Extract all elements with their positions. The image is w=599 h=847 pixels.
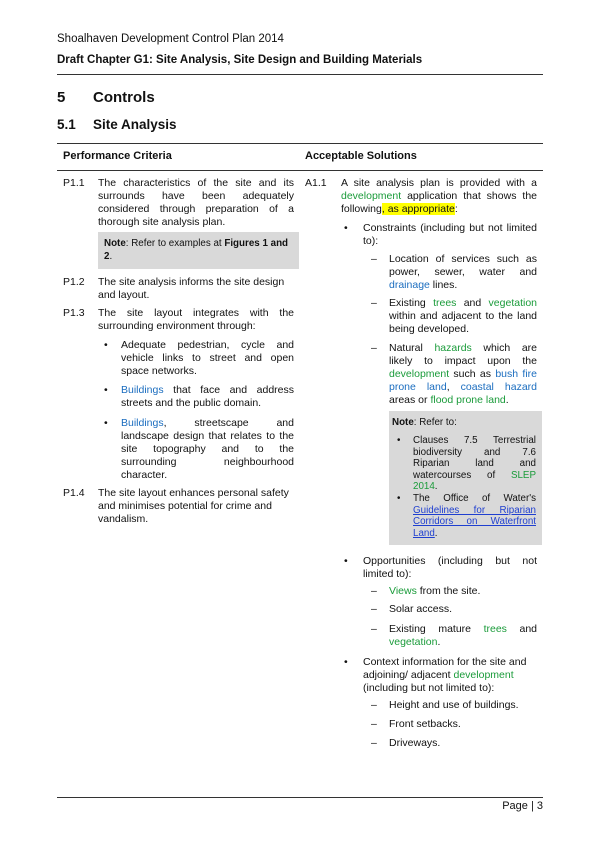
subsection-title: Site Analysis	[93, 117, 177, 132]
bullet-icon: •	[104, 384, 108, 396]
bullet-icon: •	[104, 417, 108, 429]
dash-icon: –	[371, 737, 377, 749]
dash-icon: –	[371, 623, 377, 635]
header-chapter: Draft Chapter G1: Site Analysis, Site Design and Building Materials	[57, 54, 423, 66]
bullet-icon: •	[344, 222, 348, 234]
section-number: 5	[57, 89, 66, 106]
p11-id: P1.1	[63, 177, 85, 189]
context-label: Context information for the site and adjoining/ adjacent development (including but not limited to):	[363, 656, 527, 694]
constraint-trees: Existing trees and vegetation within and adjacent to the land being developed.	[389, 297, 538, 335]
p13-item-buildings: Buildings that face and address streets and the public domain.	[121, 384, 294, 409]
header-title: Shoalhaven Development Control Plan 2014	[57, 33, 284, 45]
opportunities-label: Opportunities (including but not limited to):	[363, 555, 537, 580]
page-number: Page | 3	[502, 800, 543, 812]
note-box-figures	[98, 232, 299, 269]
dash-icon: –	[371, 699, 377, 711]
section-heading	[57, 89, 155, 106]
subsection-heading	[57, 117, 177, 132]
dash-icon: –	[371, 718, 377, 730]
note-references-label: Note: Refer to:	[392, 417, 457, 428]
a11-text: A site analysis plan is provided with a development application that shows the following, as appropriate:	[341, 177, 537, 215]
opportunity-views: Views from the site.	[389, 585, 481, 597]
dash-icon: –	[371, 603, 377, 615]
context-height: Height and use of buildings.	[389, 699, 519, 711]
p13-id: P1.3	[63, 307, 85, 319]
table-top-rule	[57, 143, 543, 144]
bullet-icon: •	[397, 435, 401, 446]
bullet-icon: •	[344, 555, 348, 567]
note-water-guidelines: The Office of Water's Guidelines for Riparian Corridors on Waterfront Land.	[413, 493, 536, 539]
table-header-rule	[57, 170, 543, 171]
col-performance-criteria: Performance Criteria	[63, 150, 172, 162]
p14-id: P1.4	[63, 487, 85, 499]
dash-icon: –	[371, 297, 377, 309]
p13-item-links: Adequate pedestrian, cycle and vehicle links to street and open space networks.	[121, 339, 294, 377]
p12-text: The site analysis informs the site design and layout.	[98, 276, 285, 301]
note-slep-clauses: Clauses 7.5 Terrestrial biodiversity and 7.6 Riparian land and watercourses of SLEP 2014.	[413, 435, 536, 493]
note-figures-text: Note: Refer to examples at Figures 1 and 2.	[104, 238, 289, 262]
dash-icon: –	[371, 585, 377, 597]
p14-text: The site layout enhances personal safety and minimises potential for crime and vandalism.	[98, 487, 289, 525]
constraint-hazards: Natural hazards which are likely to impact upon the development such as bush fire prone land, coastal hazard areas or flood prone land.	[389, 342, 537, 406]
guidelines-link[interactable]: Guidelines for Riparian Corridors on Waterfront Land	[413, 504, 536, 539]
section-title: Controls	[93, 89, 155, 106]
note-box-references	[389, 411, 542, 545]
opportunity-trees: Existing mature trees and vegetation.	[389, 623, 538, 648]
p13-text: The site layout integrates with the surrounding environment through:	[98, 307, 294, 332]
p11-text: The characteristics of the site and its surrounds have been adequately considered through preparation of a thorough site analysis plan.	[98, 177, 294, 228]
context-driveways: Driveways.	[389, 737, 441, 749]
opportunity-solar: Solar access.	[389, 603, 453, 615]
constraint-services: Location of services such as power, sewer, water and drainage lines.	[389, 253, 537, 291]
p13-item-landscape: Buildings, streetscape and landscape design that relates to the site topography and to the surrounding neighbourhood character.	[121, 417, 294, 481]
bullet-icon: •	[344, 656, 348, 668]
dash-icon: –	[371, 253, 377, 265]
a11-id: A1.1	[305, 177, 327, 189]
bullet-icon: •	[104, 339, 108, 351]
p12-id: P1.2	[63, 276, 85, 288]
header-rule	[57, 74, 543, 75]
constraints-label: Constraints (including but not limited to):	[363, 222, 537, 247]
footer-rule	[57, 797, 543, 798]
context-setbacks: Front setbacks.	[389, 718, 461, 730]
dash-icon: –	[371, 342, 377, 354]
subsection-number: 5.1	[57, 117, 76, 132]
bullet-icon: •	[397, 493, 401, 504]
col-acceptable-solutions: Acceptable Solutions	[305, 150, 417, 162]
